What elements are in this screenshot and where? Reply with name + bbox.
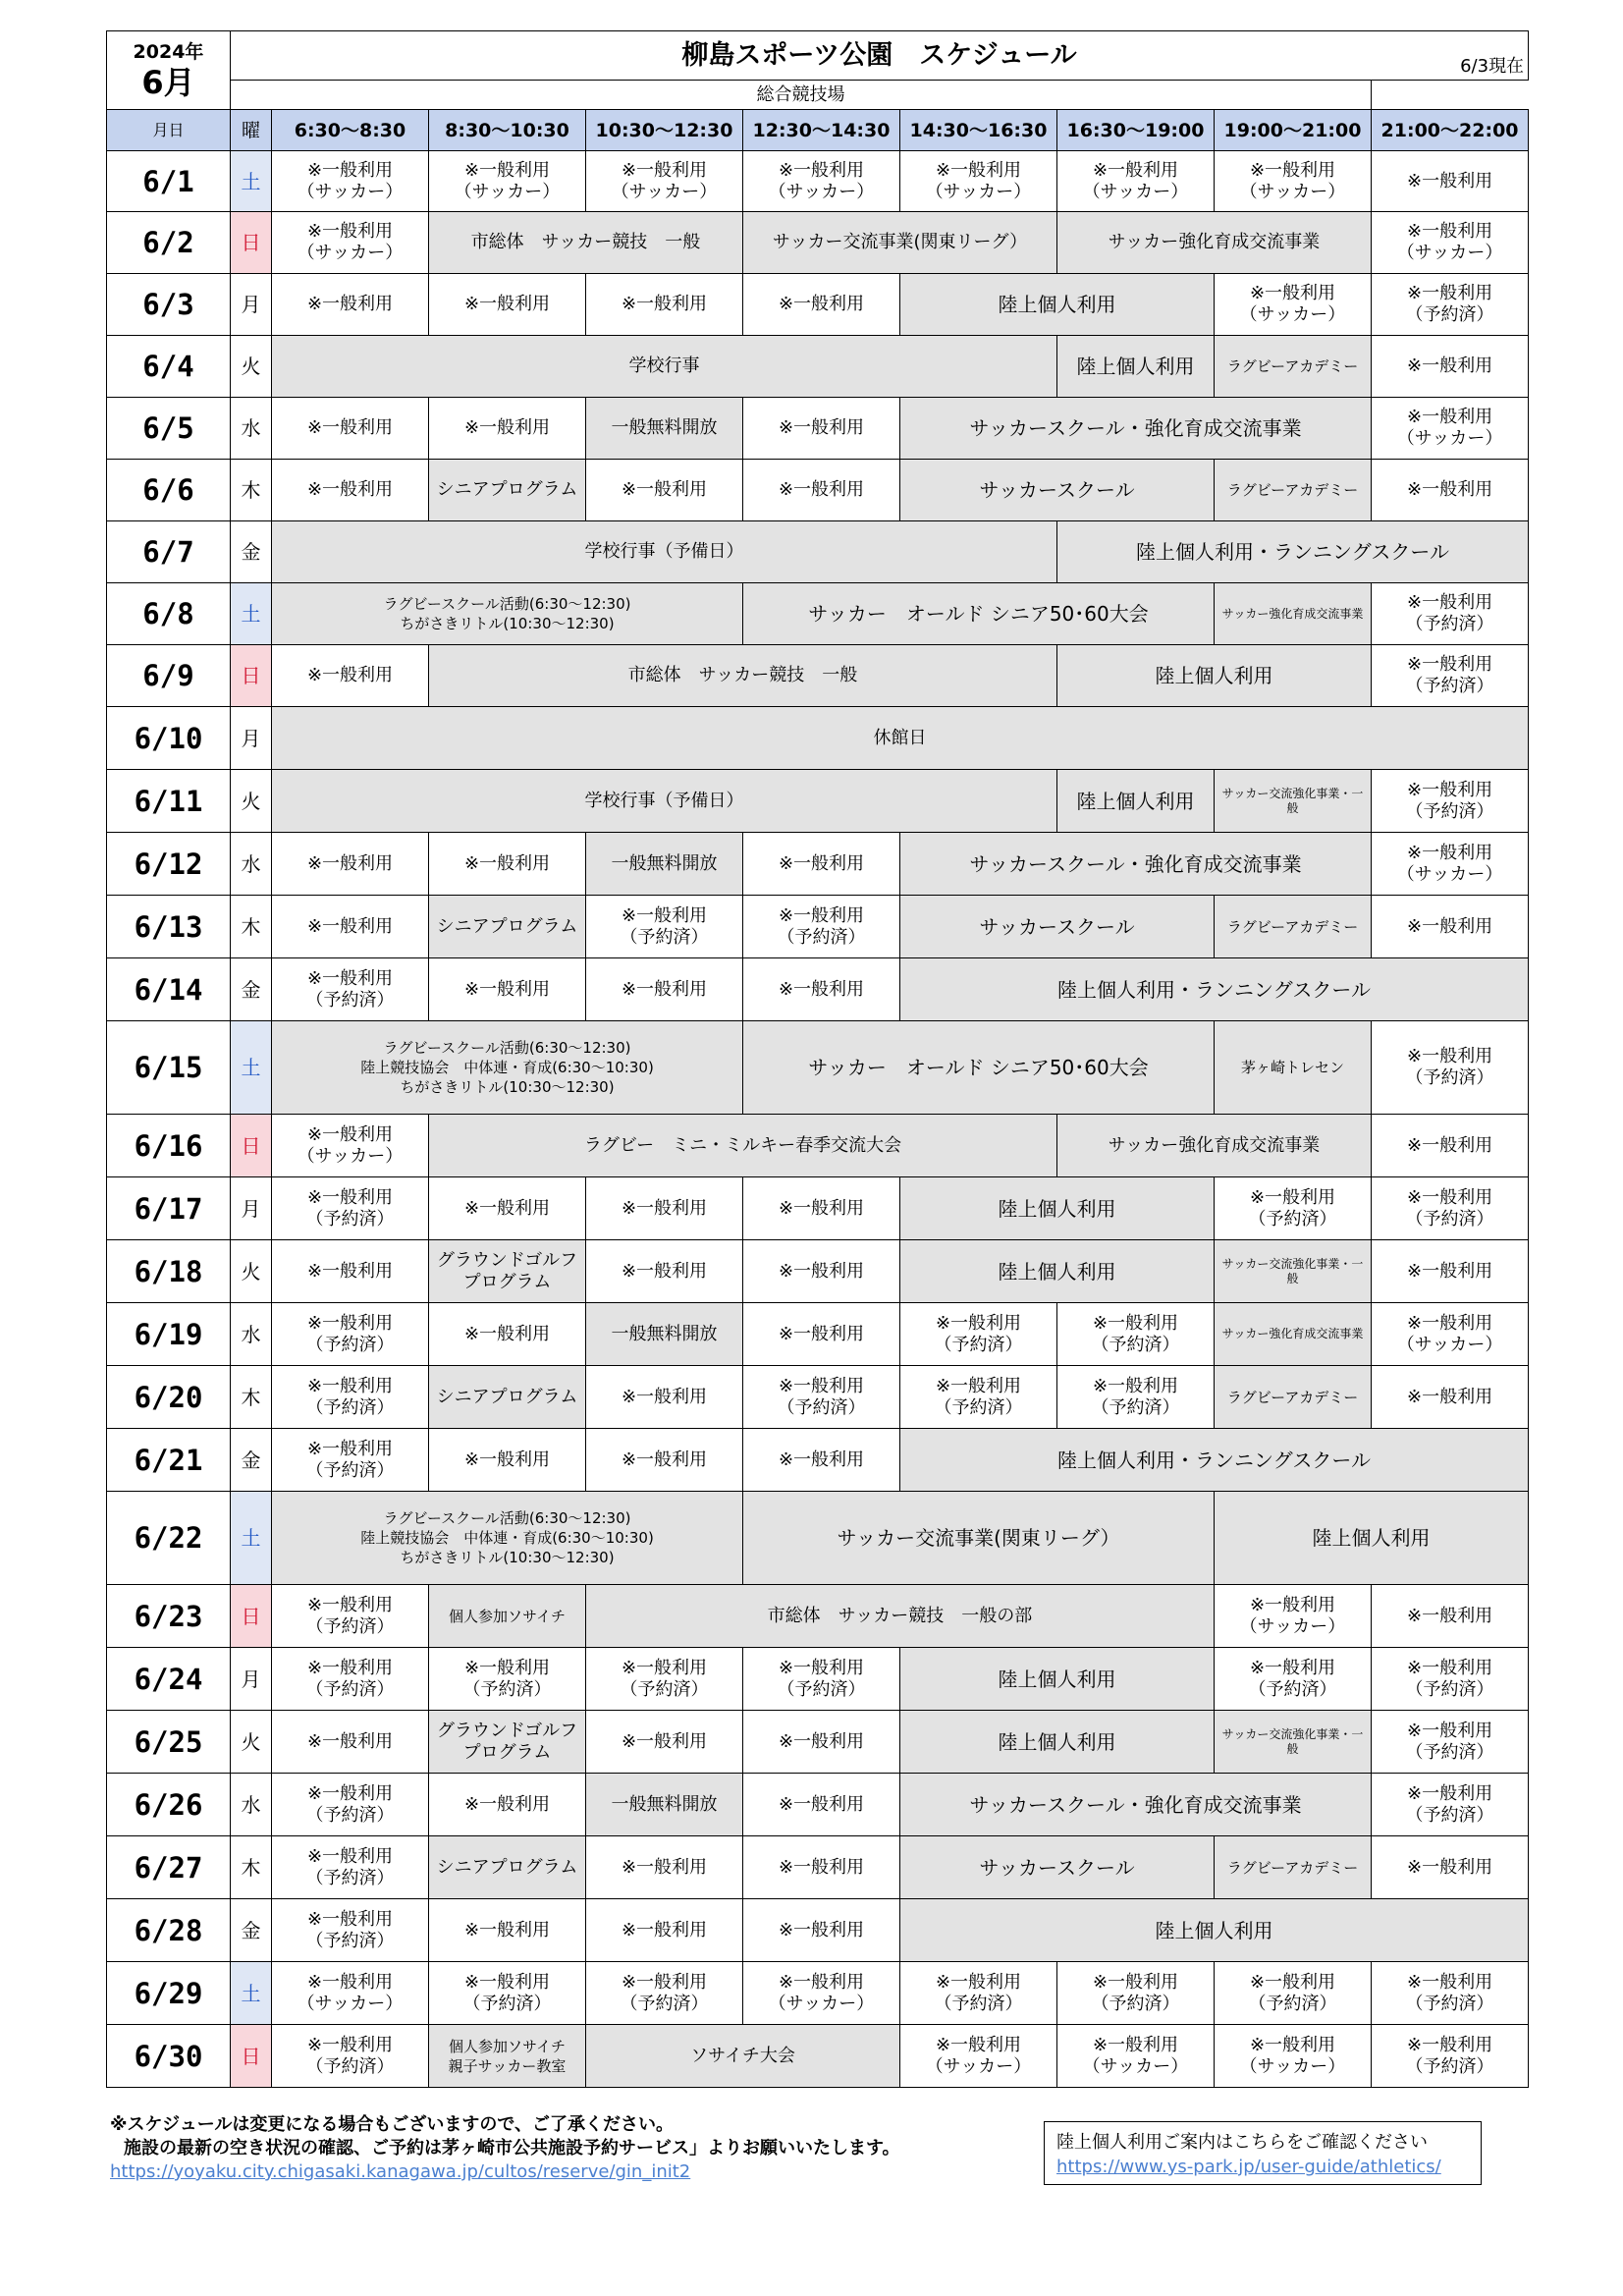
slot-cell: ※一般利用 [586, 1240, 743, 1303]
athletics-info-text: 陸上個人利用ご案内はこちらをご確認ください [1056, 2132, 1428, 2153]
col-header-slot: 14:30～16:30 [900, 110, 1057, 151]
weekday-cell: 水 [231, 1774, 272, 1836]
date-cell: 6/12 [107, 833, 231, 896]
weekday-cell: 土 [231, 583, 272, 645]
slot-cell: ※一般利用 （予約済） [272, 1648, 429, 1711]
date-cell: 6/2 [107, 212, 231, 274]
event-cell: サッカースクール [900, 1836, 1215, 1899]
slot-cell: ※一般利用 [429, 833, 586, 896]
weekday-cell: 木 [231, 460, 272, 521]
schedule-row [107, 1585, 1529, 1648]
slot-cell: ※一般利用 （サッカー） [1215, 151, 1372, 212]
slot-cell: ※一般利用 （サッカー） [429, 151, 586, 212]
schedule-row [107, 460, 1529, 521]
slot-cell: ※一般利用 [743, 1303, 900, 1366]
schedule-row [107, 2025, 1529, 2088]
slot-cell: ※一般利用 [586, 1711, 743, 1774]
weekday-cell: 木 [231, 1366, 272, 1429]
event-cell: 陸上個人利用 [900, 274, 1215, 336]
event-cell: サッカー強化育成交流事業 [1215, 1303, 1372, 1366]
schedule-row [107, 274, 1529, 336]
as-of-date: 6/3現在 [1460, 56, 1525, 77]
weekday-cell: 金 [231, 958, 272, 1021]
slot-cell: ※一般利用 [272, 896, 429, 958]
event-cell: ラグビーアカデミー [1215, 1836, 1372, 1899]
slot-cell: ※一般利用 （予約済） [272, 1836, 429, 1899]
date-cell: 6/17 [107, 1177, 231, 1240]
slot-cell: ※一般利用 [1372, 1366, 1529, 1429]
slot-cell: ※一般利用 （予約済） [1215, 1177, 1372, 1240]
slot-cell: ※一般利用 （サッカー） [272, 1115, 429, 1177]
event-cell: 陸上個人利用 [900, 1711, 1215, 1774]
slot-cell: ※一般利用 （サッカー） [1057, 2025, 1215, 2088]
event-cell: 一般無料開放 [586, 1303, 743, 1366]
event-cell: ラグビースクール活動(6:30～12:30) 陸上競技協会 中体連・育成(6:30～10:30) ちがさきリトル(10:30～12:30) [272, 1021, 743, 1115]
slot-cell: ※一般利用 （サッカー） [272, 151, 429, 212]
slot-cell: ※一般利用 （サッカー） [900, 2025, 1057, 2088]
schedule-row [107, 1115, 1529, 1177]
date-cell: 6/25 [107, 1711, 231, 1774]
weekday-cell: 火 [231, 1711, 272, 1774]
slot-cell: ※一般利用 （予約済） [429, 1962, 586, 2025]
schedule-row [107, 1366, 1529, 1429]
date-cell: 6/13 [107, 896, 231, 958]
date-cell: 6/3 [107, 274, 231, 336]
athletics-guide-link[interactable]: https://www.ys-park.jp/user-guide/athletics/ [1056, 2157, 1441, 2177]
weekday-cell: 日 [231, 1585, 272, 1648]
event-cell: 茅ヶ崎トレセン [1215, 1021, 1372, 1115]
schedule-row [107, 707, 1529, 770]
slot-cell: ※一般利用 （予約済） [272, 1585, 429, 1648]
event-cell: サッカー強化育成交流事業 [1215, 583, 1372, 645]
col-header-slot: 19:00～21:00 [1215, 110, 1372, 151]
event-cell: 学校行事 [272, 336, 1057, 398]
slot-cell: ※一般利用 [586, 460, 743, 521]
slot-cell: ※一般利用 [429, 1899, 586, 1962]
event-cell: 個人参加ソサイチ [429, 1585, 586, 1648]
weekday-cell: 日 [231, 2025, 272, 2088]
event-cell: シニアプログラム [429, 460, 586, 521]
event-cell: シニアプログラム [429, 1836, 586, 1899]
col-header-slot: 16:30～19:00 [1057, 110, 1215, 151]
schedule-table [106, 30, 1529, 2088]
date-cell: 6/26 [107, 1774, 231, 1836]
date-cell: 6/1 [107, 151, 231, 212]
slot-cell: ※一般利用 [429, 1429, 586, 1492]
slot-cell: ※一般利用 [1372, 460, 1529, 521]
event-cell: 学校行事（予備日） [272, 521, 1057, 583]
title-text: 柳島スポーツ公園 スケジュール [681, 39, 1077, 71]
weekday-cell: 火 [231, 336, 272, 398]
weekday-cell: 金 [231, 521, 272, 583]
date-cell: 6/20 [107, 1366, 231, 1429]
date-cell: 6/19 [107, 1303, 231, 1366]
slot-cell: ※一般利用 [586, 1899, 743, 1962]
slot-cell: ※一般利用 （サッカー） [1215, 1585, 1372, 1648]
slot-cell: ※一般利用 （予約済） [743, 1648, 900, 1711]
col-header-slot: 10:30～12:30 [586, 110, 743, 151]
event-cell: 陸上個人利用 [1215, 1492, 1529, 1585]
event-cell: 学校行事（予備日） [272, 770, 1057, 833]
weekday-cell: 金 [231, 1899, 272, 1962]
event-cell: 陸上個人利用 [900, 1177, 1215, 1240]
facility-name: 総合競技場 [231, 81, 1372, 110]
event-cell: ラグビーアカデミー [1215, 336, 1372, 398]
schedule-row [107, 770, 1529, 833]
schedule-row [107, 336, 1529, 398]
slot-cell: ※一般利用 （予約済） [272, 1429, 429, 1492]
event-cell: 陸上個人利用 [900, 1648, 1215, 1711]
slot-cell: ※一般利用 （予約済） [1372, 274, 1529, 336]
slot-cell: ※一般利用 （サッカー） [1372, 212, 1529, 274]
schedule-row [107, 1836, 1529, 1899]
slot-cell: ※一般利用 （予約済） [1372, 1648, 1529, 1711]
footer-note-2: 施設の最新の空き状況の確認、ご予約は茅ヶ崎市公共施設予約サービス」よりお願いいたします。 [124, 2138, 900, 2159]
weekday-cell: 火 [231, 770, 272, 833]
slot-cell: ※一般利用 （サッカー） [272, 1962, 429, 2025]
event-cell: 一般無料開放 [586, 833, 743, 896]
weekday-cell: 土 [231, 151, 272, 212]
event-cell: ラグビースクール活動(6:30～12:30) 陸上競技協会 中体連・育成(6:30～10:30) ちがさきリトル(10:30～12:30) [272, 1492, 743, 1585]
slot-cell: ※一般利用 （予約済） [1215, 1962, 1372, 2025]
event-cell: 陸上個人利用・ランニングスクール [1057, 521, 1529, 583]
weekday-cell: 日 [231, 645, 272, 707]
slot-cell: ※一般利用 （予約済） [1372, 583, 1529, 645]
event-cell: サッカー交流事業(関東リーグ） [743, 1492, 1215, 1585]
slot-cell: ※一般利用 [429, 1774, 586, 1836]
slot-cell: ※一般利用 [272, 460, 429, 521]
schedule-row [107, 398, 1529, 460]
slot-cell: ※一般利用 [429, 274, 586, 336]
slot-cell: ※一般利用 （予約済） [900, 1366, 1057, 1429]
event-cell: 個人参加ソサイチ 親子サッカー教室 [429, 2025, 586, 2088]
column-header-row [107, 110, 1529, 151]
slot-cell: ※一般利用 （予約済） [272, 958, 429, 1021]
slot-cell: ※一般利用 （予約済） [743, 896, 900, 958]
schedule-row [107, 1711, 1529, 1774]
weekday-cell: 月 [231, 1648, 272, 1711]
slot-cell: ※一般利用 （予約済） [272, 1774, 429, 1836]
event-cell: シニアプログラム [429, 896, 586, 958]
slot-cell: ※一般利用 （サッカー） [743, 1962, 900, 2025]
slot-cell: ※一般利用 （サッカー） [743, 151, 900, 212]
slot-cell: ※一般利用 （予約済） [743, 1366, 900, 1429]
col-header-slot: 12:30～14:30 [743, 110, 900, 151]
slot-cell: ※一般利用 （予約済） [1372, 1962, 1529, 2025]
event-cell: サッカー交流強化事業・一般 [1215, 1240, 1372, 1303]
year-month-cell [107, 31, 231, 110]
schedule-row [107, 645, 1529, 707]
slot-cell: ※一般利用 [272, 645, 429, 707]
slot-cell: ※一般利用 （予約済） [586, 1962, 743, 2025]
date-cell: 6/15 [107, 1021, 231, 1115]
page-title [231, 31, 1529, 81]
weekday-cell: 月 [231, 707, 272, 770]
event-cell: シニアプログラム [429, 1366, 586, 1429]
slot-cell: ※一般利用 [743, 1240, 900, 1303]
slot-cell: ※一般利用 （サッカー） [1372, 833, 1529, 896]
date-cell: 6/24 [107, 1648, 231, 1711]
slot-cell: ※一般利用 [586, 958, 743, 1021]
schedule-sheet [106, 30, 1528, 2088]
date-cell: 6/22 [107, 1492, 231, 1585]
event-cell: サッカー オールド シニア50･60大会 [743, 1021, 1215, 1115]
slot-cell: ※一般利用 （予約済） [272, 1899, 429, 1962]
event-cell: サッカースクール [900, 460, 1215, 521]
event-cell: 市総体 サッカー競技 一般の部 [586, 1585, 1215, 1648]
slot-cell: ※一般利用 [743, 958, 900, 1021]
date-cell: 6/23 [107, 1585, 231, 1648]
event-cell: サッカー オールド シニア50･60大会 [743, 583, 1215, 645]
date-cell: 6/30 [107, 2025, 231, 2088]
slot-cell: ※一般利用 （予約済） [1215, 1648, 1372, 1711]
weekday-cell: 土 [231, 1492, 272, 1585]
date-cell: 6/29 [107, 1962, 231, 2025]
date-cell: 6/18 [107, 1240, 231, 1303]
date-cell: 6/10 [107, 707, 231, 770]
schedule-row [107, 1648, 1529, 1711]
schedule-row [107, 1303, 1529, 1366]
weekday-cell: 水 [231, 833, 272, 896]
slot-cell: ※一般利用 （サッカー） [1372, 398, 1529, 460]
schedule-row [107, 1962, 1529, 2025]
event-cell: ラグビーアカデミー [1215, 1366, 1372, 1429]
slot-cell: ※一般利用 （予約済） [1372, 770, 1529, 833]
schedule-row [107, 1899, 1529, 1962]
col-header-dow: 曜 [231, 110, 272, 151]
event-cell: サッカー交流事業(関東リーグ） [743, 212, 1057, 274]
event-cell: 陸上個人利用・ランニングスクール [900, 1429, 1529, 1492]
event-cell: グラウンドゴルフ プログラム [429, 1711, 586, 1774]
weekday-cell: 日 [231, 212, 272, 274]
schedule-row [107, 1492, 1529, 1585]
weekday-cell: 水 [231, 398, 272, 460]
slot-cell: ※一般利用 [586, 1177, 743, 1240]
weekday-cell: 火 [231, 1240, 272, 1303]
event-cell: サッカースクール [900, 896, 1215, 958]
slot-cell: ※一般利用 [429, 1303, 586, 1366]
event-cell: 陸上個人利用 [900, 1899, 1529, 1962]
slot-cell: ※一般利用 （予約済） [272, 1303, 429, 1366]
slot-cell: ※一般利用 （予約済） [1057, 1962, 1215, 2025]
slot-cell: ※一般利用 （予約済） [1372, 1711, 1529, 1774]
slot-cell: ※一般利用 [272, 1240, 429, 1303]
slot-cell: ※一般利用 [1372, 1585, 1529, 1648]
event-cell: ラグビースクール活動(6:30～12:30) ちがさきリトル(10:30～12:30) [272, 583, 743, 645]
event-cell: 陸上個人利用 [1057, 770, 1215, 833]
slot-cell: ※一般利用 （サッカー） [586, 151, 743, 212]
slot-cell: ※一般利用 [272, 1711, 429, 1774]
event-cell: ソサイチ大会 [586, 2025, 900, 2088]
date-cell: 6/27 [107, 1836, 231, 1899]
slot-cell: ※一般利用 （サッカー） [1215, 2025, 1372, 2088]
slot-cell: ※一般利用 [586, 274, 743, 336]
event-cell: サッカースクール・強化育成交流事業 [900, 398, 1372, 460]
slot-cell: ※一般利用 [1372, 1836, 1529, 1899]
event-cell: 一般無料開放 [586, 398, 743, 460]
schedule-row [107, 958, 1529, 1021]
slot-cell: ※一般利用 [743, 1836, 900, 1899]
date-cell: 6/16 [107, 1115, 231, 1177]
schedule-row [107, 1021, 1529, 1115]
slot-cell: ※一般利用 [743, 1711, 900, 1774]
slot-cell: ※一般利用 [272, 274, 429, 336]
slot-cell: ※一般利用 （予約済） [1372, 1021, 1529, 1115]
event-cell: サッカー交流強化事業・一般 [1215, 770, 1372, 833]
col-header-slot: 21:00～22:00 [1372, 110, 1529, 151]
slot-cell: ※一般利用 [429, 958, 586, 1021]
event-cell: 陸上個人利用 [1057, 645, 1372, 707]
schedule-row [107, 1240, 1529, 1303]
slot-cell: ※一般利用 [586, 1429, 743, 1492]
slot-cell: ※一般利用 （予約済） [272, 1177, 429, 1240]
slot-cell: ※一般利用 （予約済） [1372, 1774, 1529, 1836]
weekday-cell: 土 [231, 1021, 272, 1115]
footer-note-1: ※スケジュールは変更になる場合もございますので、ご了承ください。 [110, 2114, 675, 2135]
slot-cell: ※一般利用 [272, 398, 429, 460]
col-header-slot: 6:30～8:30 [272, 110, 429, 151]
slot-cell: ※一般利用 [586, 1836, 743, 1899]
schedule-row [107, 151, 1529, 212]
schedule-row [107, 833, 1529, 896]
reservation-link[interactable]: https://yoyaku.city.chigasaki.kanagawa.jp/cultos/reserve/gin_init2 [110, 2161, 691, 2182]
weekday-cell: 日 [231, 1115, 272, 1177]
slot-cell: ※一般利用 [743, 1429, 900, 1492]
schedule-row [107, 583, 1529, 645]
slot-cell: ※一般利用 （サッカー） [1372, 1303, 1529, 1366]
event-cell: 一般無料開放 [586, 1774, 743, 1836]
slot-cell: ※一般利用 [586, 1366, 743, 1429]
slot-cell: ※一般利用 （予約済） [1372, 1177, 1529, 1240]
date-cell: 6/4 [107, 336, 231, 398]
date-cell: 6/14 [107, 958, 231, 1021]
slot-cell: ※一般利用 [1372, 151, 1529, 212]
year-label: 2024年 [133, 40, 204, 63]
event-cell: サッカー交流強化事業・一般 [1215, 1711, 1372, 1774]
slot-cell: ※一般利用 （予約済） [900, 1303, 1057, 1366]
event-cell: ラグビーアカデミー [1215, 896, 1372, 958]
athletics-info-box [1044, 2121, 1482, 2185]
schedule-row [107, 212, 1529, 274]
date-cell: 6/6 [107, 460, 231, 521]
weekday-cell: 水 [231, 1303, 272, 1366]
weekday-cell: 月 [231, 1177, 272, 1240]
date-cell: 6/28 [107, 1899, 231, 1962]
slot-cell: ※一般利用 （予約済） [1057, 1366, 1215, 1429]
event-cell: 休館日 [272, 707, 1529, 770]
slot-cell: ※一般利用 [429, 398, 586, 460]
date-cell: 6/5 [107, 398, 231, 460]
event-cell: 市総体 サッカー競技 一般 [429, 212, 743, 274]
event-cell: サッカー強化育成交流事業 [1057, 212, 1372, 274]
slot-cell: ※一般利用 （サッカー） [1057, 151, 1215, 212]
schedule-row [107, 521, 1529, 583]
month-label: 6月 [141, 63, 195, 101]
event-cell: 陸上個人利用・ランニングスクール [900, 958, 1529, 1021]
weekday-cell: 金 [231, 1429, 272, 1492]
schedule-row [107, 1774, 1529, 1836]
schedule-row [107, 896, 1529, 958]
col-header-date: 月日 [107, 110, 231, 151]
slot-cell: ※一般利用 [272, 833, 429, 896]
weekday-cell: 木 [231, 896, 272, 958]
weekday-cell: 月 [231, 274, 272, 336]
event-cell: サッカースクール・強化育成交流事業 [900, 1774, 1372, 1836]
slot-cell: ※一般利用 （予約済） [1057, 1303, 1215, 1366]
schedule-row [107, 1429, 1529, 1492]
slot-cell: ※一般利用 （予約済） [272, 1366, 429, 1429]
slot-cell: ※一般利用 [743, 274, 900, 336]
event-cell: グラウンドゴルフ プログラム [429, 1240, 586, 1303]
slot-cell: ※一般利用 [743, 460, 900, 521]
event-cell: 陸上個人利用 [900, 1240, 1215, 1303]
slot-cell: ※一般利用 [1372, 336, 1529, 398]
col-header-slot: 8:30～10:30 [429, 110, 586, 151]
weekday-cell: 土 [231, 1962, 272, 2025]
slot-cell: ※一般利用 （予約済） [900, 1962, 1057, 2025]
event-cell: ラグビー ミニ・ミルキー春季交流大会 [429, 1115, 1057, 1177]
schedule-row [107, 1177, 1529, 1240]
slot-cell: ※一般利用 （予約済） [429, 1648, 586, 1711]
event-cell: サッカースクール・強化育成交流事業 [900, 833, 1372, 896]
slot-cell: ※一般利用 [743, 1774, 900, 1836]
event-cell: サッカー強化育成交流事業 [1057, 1115, 1372, 1177]
weekday-cell: 木 [231, 1836, 272, 1899]
date-cell: 6/21 [107, 1429, 231, 1492]
slot-cell: ※一般利用 （サッカー） [900, 151, 1057, 212]
slot-cell: ※一般利用 [1372, 896, 1529, 958]
event-cell: 陸上個人利用 [1057, 336, 1215, 398]
slot-cell: ※一般利用 （予約済） [1372, 645, 1529, 707]
date-cell: 6/7 [107, 521, 231, 583]
date-cell: 6/9 [107, 645, 231, 707]
slot-cell: ※一般利用 （予約済） [586, 1648, 743, 1711]
date-cell: 6/11 [107, 770, 231, 833]
slot-cell: ※一般利用 （サッカー） [1215, 274, 1372, 336]
slot-cell: ※一般利用 [743, 398, 900, 460]
slot-cell: ※一般利用 （サッカー） [272, 212, 429, 274]
slot-cell: ※一般利用 [1372, 1115, 1529, 1177]
slot-cell: ※一般利用 [1372, 1240, 1529, 1303]
slot-cell: ※一般利用 （予約済） [1372, 2025, 1529, 2088]
slot-cell: ※一般利用 [429, 1177, 586, 1240]
slot-cell: ※一般利用 （予約済） [272, 2025, 429, 2088]
slot-cell: ※一般利用 [743, 833, 900, 896]
slot-cell: ※一般利用 [743, 1899, 900, 1962]
event-cell: ラグビーアカデミー [1215, 460, 1372, 521]
footer-notes [110, 2113, 900, 2184]
slot-cell: ※一般利用 （予約済） [586, 896, 743, 958]
date-cell: 6/8 [107, 583, 231, 645]
event-cell: 市総体 サッカー競技 一般 [429, 645, 1057, 707]
slot-cell: ※一般利用 [743, 1177, 900, 1240]
